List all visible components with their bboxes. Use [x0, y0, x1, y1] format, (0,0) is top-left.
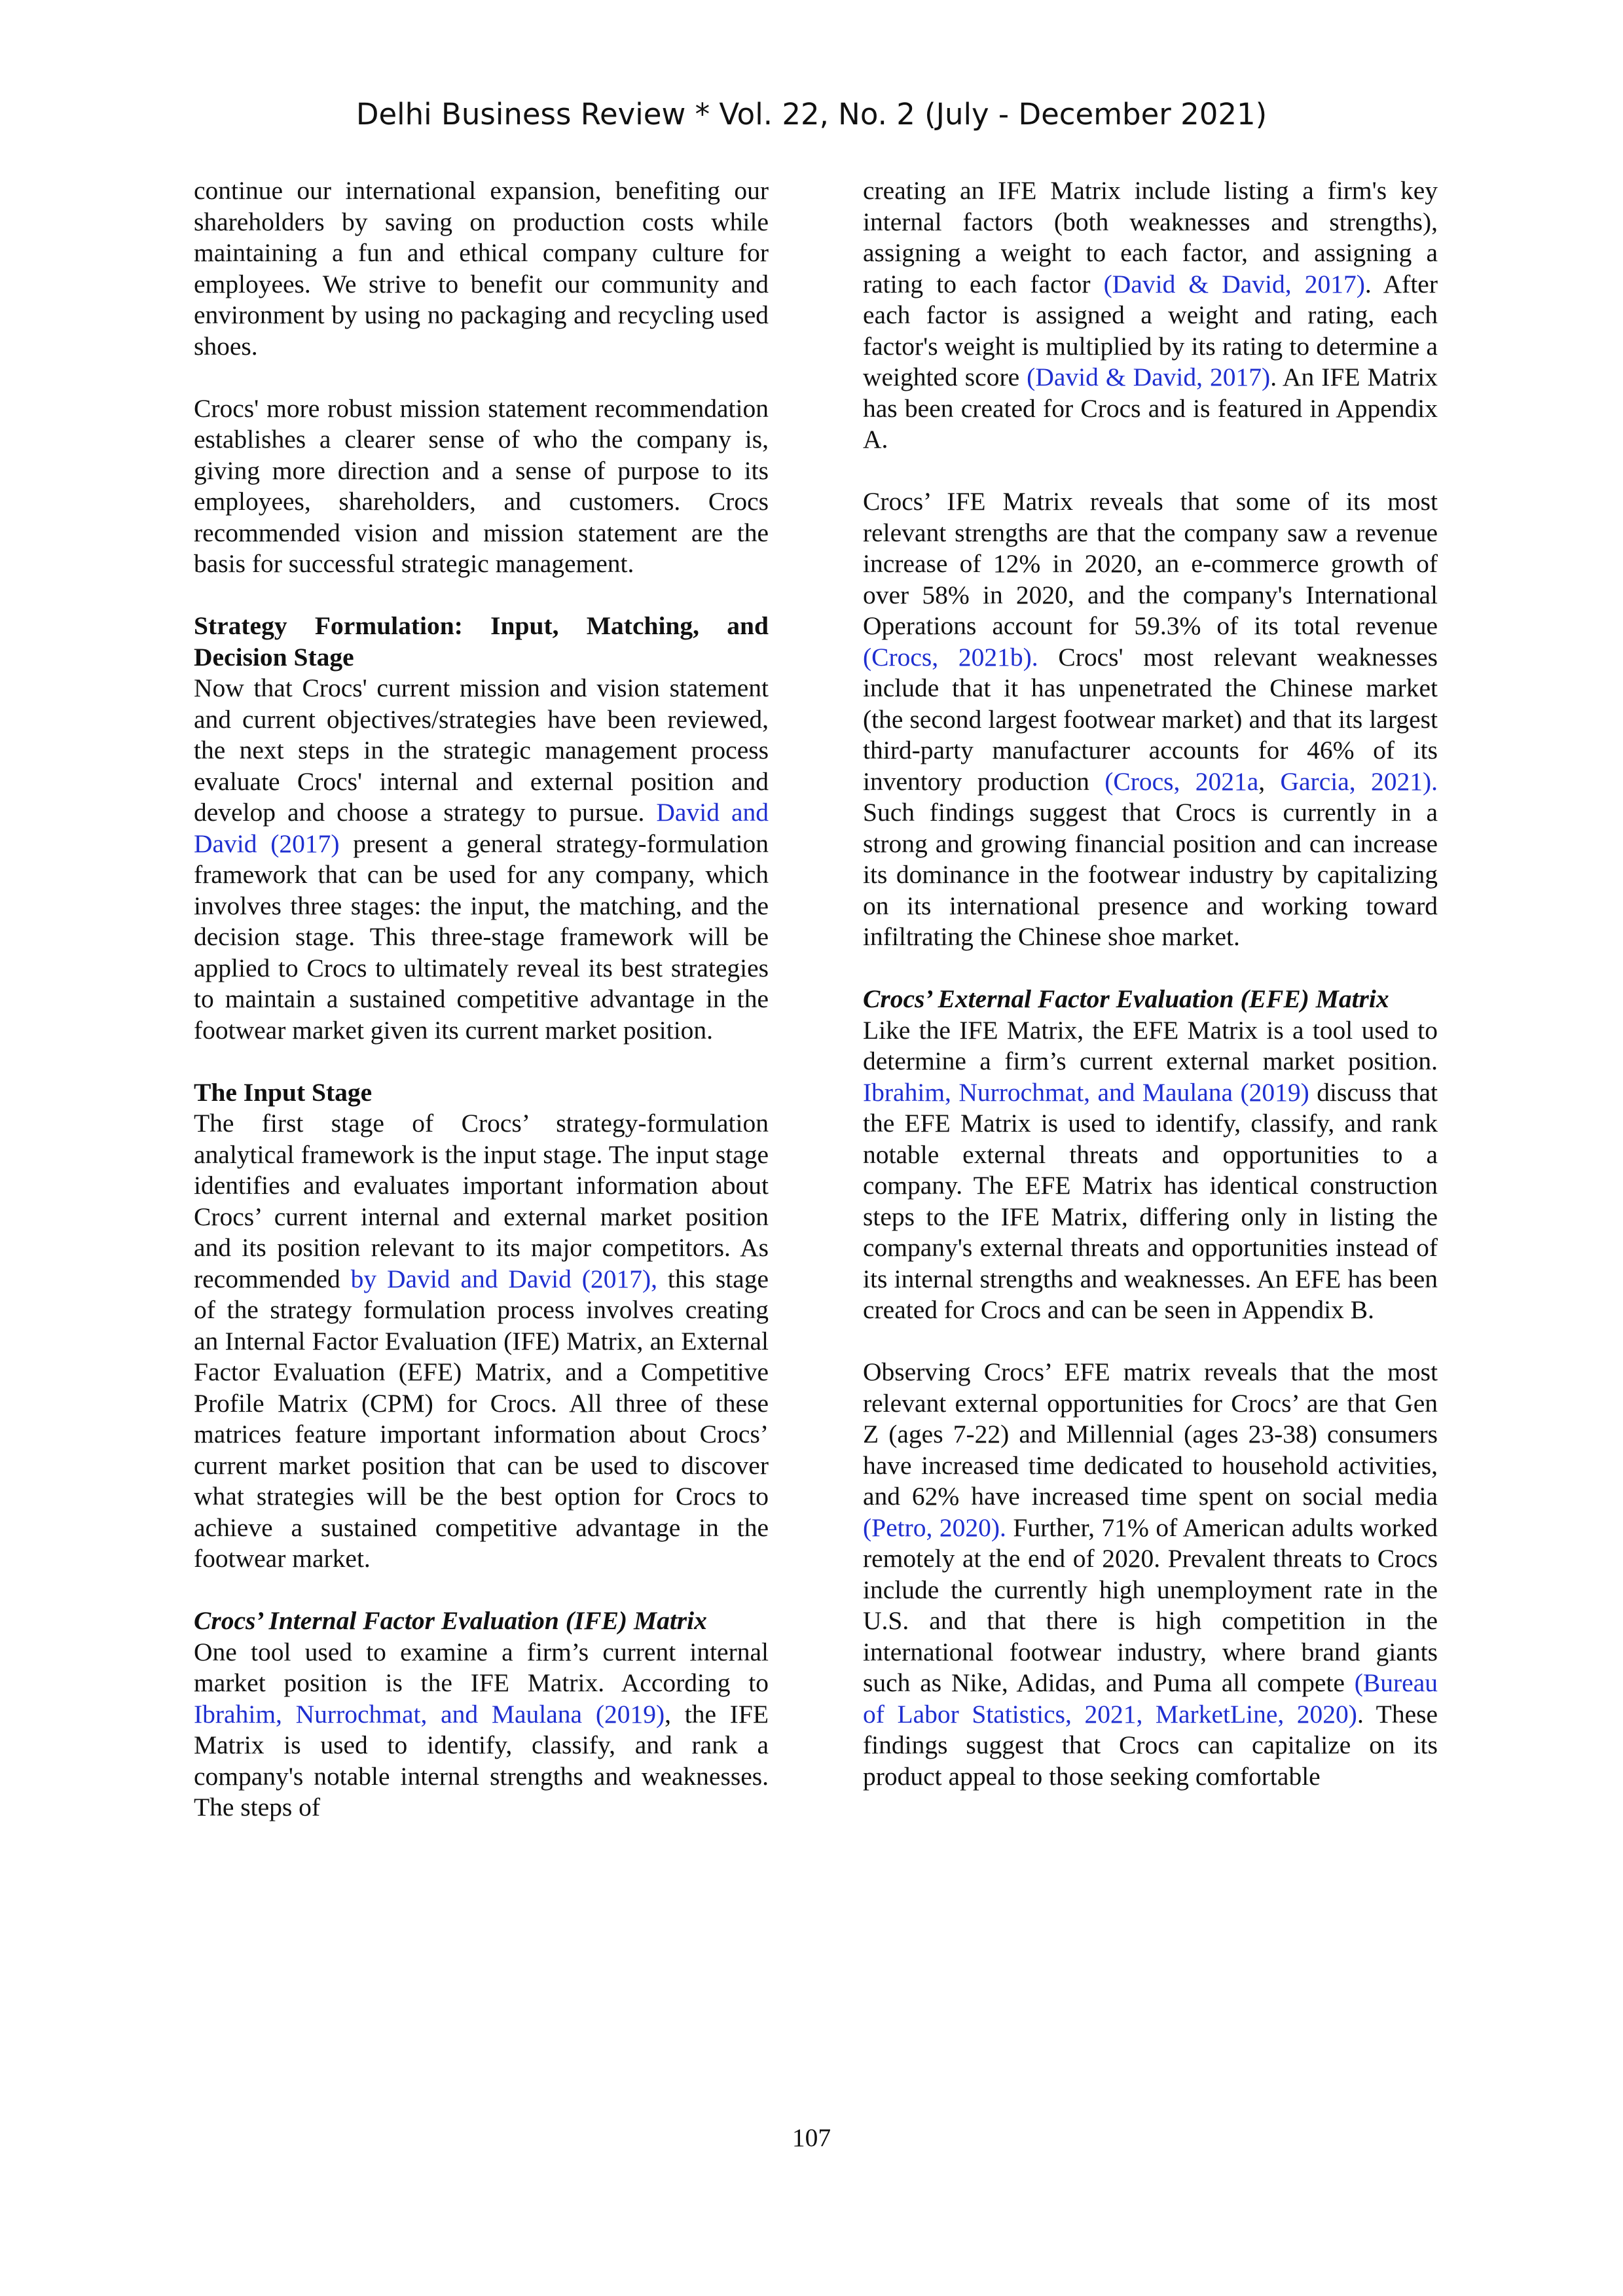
- running-header: Delhi Business Review * Vol. 22, No. 2 (July - December 2021): [356, 97, 1267, 132]
- paragraph: Now that Crocs' current mission and vision statement and current objectives/strategies have been reviewed, the next steps in the strategic management process evaluate Crocs' internal and external position and develop and choose a strategy to pursue. David and David (2017) present a general strategy-formulation framework that can be used for any company, which involves three stages: the input, the matching, and the decision stage. This three-stage framework will be applied to Crocs to ultimately reveal its best strategies to maintain a sustained competitive advantage in the footwear market given its current market position.: [194, 673, 769, 1045]
- paragraph: Crocs’ IFE Matrix reveals that some of its most relevant strengths are that the company saw a revenue increase of 12% in 2020, an e-commerce growth of over 58% in 2020, and the company's International Operations account for 59.3% of its total revenue (Crocs, 2021b). Crocs' most relevant weaknesses include that it has unpenetrated the Chinese market (the second largest footwear market) and that its largest third-party manufacturer accounts for 46% of its inventory production (Crocs, 2021a, Garcia, 2021). Such findings suggest that Crocs is currently in a strong and growing financial position and can increase its dominance in the footwear industry by capitalizing on its international presence and working toward infiltrating the Chinese shoe market.: [863, 487, 1438, 951]
- section-heading-efe-matrix: Crocs’ External Factor Evaluation (EFE) Matrix: [863, 984, 1389, 1013]
- citation-link[interactable]: (Petro, 2020).: [863, 1513, 1006, 1542]
- left-column: [194, 175, 769, 1854]
- citation-link[interactable]: (David & David, 2017): [1027, 363, 1271, 391]
- citation-link[interactable]: David and David (2017): [194, 798, 769, 858]
- paragraph: Like the IFE Matrix, the EFE Matrix is a tool used to determine a firm’s current external market position. Ibrahim, Nurrochmat, and Maulana (2019) discuss that the EFE Matrix is used to identify, classify, and rank notable external threats and opportunities to a company. The EFE Matrix has identical construction steps to the IFE Matrix, differing only in listing the company's external threats and opportunities instead of its internal strengths and weaknesses. An EFE has been created for Crocs and can be seen in Appendix B.: [863, 1015, 1438, 1324]
- paragraph: One tool used to examine a firm’s current internal market position is the IFE Matrix. According to Ibrahim, Nurrochmat, and Maulana (2019), the IFE Matrix is used to identify, classify, and rank a company's notable internal strengths and weaknesses. The steps of: [194, 1637, 769, 1821]
- section-heading-strategy-formulation: Strategy Formulation: Input, Matching, and Decision Stage: [194, 611, 769, 672]
- citation-link[interactable]: (Bureau of Labor Statistics, 2021, MarketLine, 2020): [863, 1668, 1438, 1729]
- citation-link[interactable]: Ibrahim, Nurrochmat, and Maulana (2019): [194, 1699, 665, 1729]
- paragraph: creating an IFE Matrix include listing a firm's key internal factors (both weaknesses and strengths), assigning a weight to each factor, and assigning a rating to each factor (David & David, 2017). After each factor is assigned a weight and rating, each factor's weight is multiplied by its rating to determine a weighted score (David & David, 2017). An IFE Matrix has been created for Crocs and is featured in Appendix A.: [863, 176, 1438, 454]
- section-heading-ife-matrix: Crocs’ Internal Factor Evaluation (IFE) Matrix: [194, 1606, 707, 1635]
- paragraph: The first stage of Crocs’ strategy-formulation analytical framework is the input stage. The input stage identifies and evaluates important information about Crocs’ current internal and external market position and its position relevant to its major competitors. As recommended by David and David (2017), this stage of the strategy formulation process involves creating an Internal Factor Evaluation (IFE) Matrix, an External Factor Evaluation (EFE) Matrix, and a Competitive Profile Matrix (CPM) for Crocs. All three of these matrices feature important information about Crocs’ current market position that can be used to discover what strategies will be the best option for Crocs to achieve a sustained competitive advantage in the footwear market.: [194, 1109, 769, 1573]
- citation-link[interactable]: (Crocs, 2021b).: [863, 642, 1038, 672]
- page-number: 107: [792, 2123, 831, 2152]
- citation-link[interactable]: by David and David (2017),: [350, 1264, 657, 1293]
- paragraph: continue our international expansion, benefiting our shareholders by saving on production costs while maintaining a fun and ethical company culture for employees. We strive to benefit our community and environment by using no packaging and recycling used shoes.: [194, 176, 769, 361]
- citation-link[interactable]: (David & David, 2017): [1103, 269, 1365, 298]
- paragraph: Crocs' more robust mission statement recommendation establishes a clearer sense of who the company is, giving more direction and a sense of purpose to its employees, shareholders, and customers. Crocs recommended vision and mission statement are the basis for successful strategic management.: [194, 393, 769, 578]
- section-heading-input-stage: The Input Stage: [194, 1077, 373, 1107]
- citation-link[interactable]: Garcia, 2021).: [1280, 766, 1438, 796]
- paragraph: Observing Crocs’ EFE matrix reveals that the most relevant external opportunities for Crocs’ are that Gen Z (ages 7-22) and Millennial (ages 23-38) consumers have increased time dedicated to household activities, and 62% have increased time spent on social media (Petro, 2020). Further, 71% of American adults worked remotely at the end of 2020. Prevalent threats to Crocs include the currently high unemployment rate in the U.S. and that there is high competition in the international footwear industry, where brand giants such as Nike, Adidas, and Puma all compete (Bureau of Labor Statistics, 2021, MarketLine, 2020). These findings suggest that Crocs can capitalize on its product appeal to those seeking comfortable: [863, 1357, 1438, 1791]
- citation-link[interactable]: (Crocs, 2021a: [1104, 766, 1259, 796]
- right-column: [863, 175, 1438, 1823]
- citation-link[interactable]: Ibrahim, Nurrochmat, and Maulana (2019): [863, 1077, 1309, 1107]
